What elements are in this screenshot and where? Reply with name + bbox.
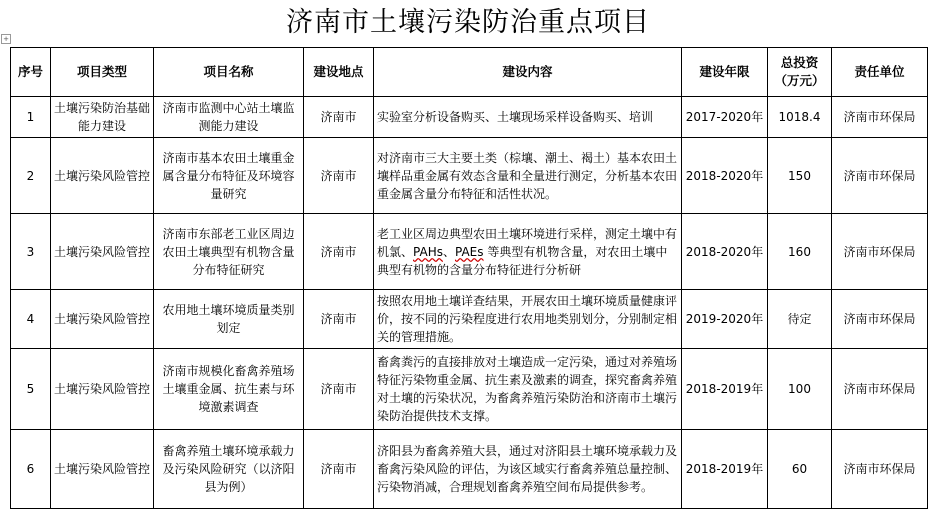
header-content: 建设内容 <box>374 48 682 97</box>
cell-unit: 济南市环保局 <box>832 430 928 509</box>
cell-years: 2018-2020年 <box>682 138 768 214</box>
header-unit: 责任单位 <box>832 48 928 97</box>
cell-investment: 待定 <box>768 290 832 349</box>
cell-content: 实验室分析设备购买、土壤现场采样设备购买、培训 <box>374 97 682 138</box>
cell-location: 济南市 <box>304 97 374 138</box>
cell-unit: 济南市环保局 <box>832 290 928 349</box>
cell-years: 2019-2020年 <box>682 290 768 349</box>
cell-name: 农用地土壤环境质量类别划定 <box>154 290 304 349</box>
cell-type: 土壤污染防治基础能力建设 <box>51 97 154 138</box>
cell-no: 6 <box>11 430 51 509</box>
cell-name: 济南市基本农田土壤重金属含量分布特征及环境容量研究 <box>154 138 304 214</box>
cell-type: 土壤污染风险管控 <box>51 214 154 290</box>
project-table <box>10 47 928 509</box>
spellcheck-term: PAHs <box>413 244 443 259</box>
cell-type: 土壤污染风险管控 <box>51 349 154 430</box>
table-header-row <box>11 48 928 97</box>
cell-content: 畜禽粪污的直接排放对土壤造成一定污染，通过对养殖场特征污染物重金属、抗生素及激素的调查，探究畜禽养殖对土壤的污染状况，为畜禽养殖污染防治和济南市土壤污染防治提供技术支撑。 <box>374 349 682 430</box>
table-row <box>11 138 928 214</box>
cell-name: 济南市东部老工业区周边农田土壤典型有机物含量分布特征研究 <box>154 214 304 290</box>
header-years: 建设年限 <box>682 48 768 97</box>
cell-type: 土壤污染风险管控 <box>51 138 154 214</box>
content-text: 老工业区周边典型农田土壤环境进行采样，测定土壤中有机氯、 <box>377 226 678 259</box>
cell-investment: 100 <box>768 349 832 430</box>
cell-years: 2018-2019年 <box>682 430 768 509</box>
cell-years: 2018-2020年 <box>682 214 768 290</box>
header-investment: 总投资（万元） <box>768 48 832 97</box>
page-title: 济南市土壤污染防治重点项目 <box>286 7 650 38</box>
cell-location: 济南市 <box>304 349 374 430</box>
content-text: 、 <box>442 244 455 259</box>
cell-unit: 济南市环保局 <box>832 97 928 138</box>
cell-name: 畜禽养殖土壤环境承载力及污染风险研究（以济阳县为例） <box>154 430 304 509</box>
table-row <box>11 349 928 430</box>
cell-content: 济阳县为畜禽养殖大县，通过对济阳县土壤环境承载力及畜禽污染风险的评估，为该区域实行畜禽养殖总量控制、污染物消减，合理规划畜禽养殖空间布局提供参考。 <box>374 430 682 509</box>
cell-unit: 济南市环保局 <box>832 138 928 214</box>
cell-unit: 济南市环保局 <box>832 349 928 430</box>
cell-content <box>374 214 682 290</box>
cell-years: 2017-2020年 <box>682 97 768 138</box>
cell-location: 济南市 <box>304 138 374 214</box>
content-text: 等典型有机物含量，对农田土壤中典型有机物的含量分布特征进行分析研 <box>377 244 668 277</box>
cell-location: 济南市 <box>304 290 374 349</box>
table-row <box>11 430 928 509</box>
table-row <box>11 214 928 290</box>
header-type: 项目类型 <box>51 48 154 97</box>
cell-years: 2018-2019年 <box>682 349 768 430</box>
cell-content: 按照农用地土壤详查结果，开展农田土壤环境质量健康评价，按不同的污染程度进行农用地类别划分，分别制定相关的管理措施。 <box>374 290 682 349</box>
cell-no: 4 <box>11 290 51 349</box>
cell-investment: 60 <box>768 430 832 509</box>
table-row <box>11 290 928 349</box>
cell-no: 3 <box>11 214 51 290</box>
cell-content: 对济南市三大主要土类（棕壤、潮土、褐土）基本农田土壤样品重金属有效态含量和全量进行测定，分析基本农田重金属含量分布特征和活性状况。 <box>374 138 682 214</box>
cell-investment: 1018.4 <box>768 97 832 138</box>
cell-no: 2 <box>11 138 51 214</box>
cell-investment: 150 <box>768 138 832 214</box>
table-row <box>11 97 928 138</box>
cell-investment: 160 <box>768 214 832 290</box>
cell-no: 5 <box>11 349 51 430</box>
cell-name: 济南市规模化畜禽养殖场土壤重金属、抗生素与环境激素调查 <box>154 349 304 430</box>
header-location: 建设地点 <box>304 48 374 97</box>
cell-type: 土壤污染风险管控 <box>51 430 154 509</box>
cell-unit: 济南市环保局 <box>832 214 928 290</box>
cell-name: 济南市监测中心站土壤监测能力建设 <box>154 97 304 138</box>
table-move-handle-icon[interactable]: + <box>1 34 11 44</box>
cell-no: 1 <box>11 97 51 138</box>
spellcheck-term: PAEs <box>454 244 484 259</box>
header-no: 序号 <box>11 48 51 97</box>
header-name: 项目名称 <box>154 48 304 97</box>
cell-location: 济南市 <box>304 214 374 290</box>
cell-location: 济南市 <box>304 430 374 509</box>
cell-type: 土壤污染风险管控 <box>51 290 154 349</box>
